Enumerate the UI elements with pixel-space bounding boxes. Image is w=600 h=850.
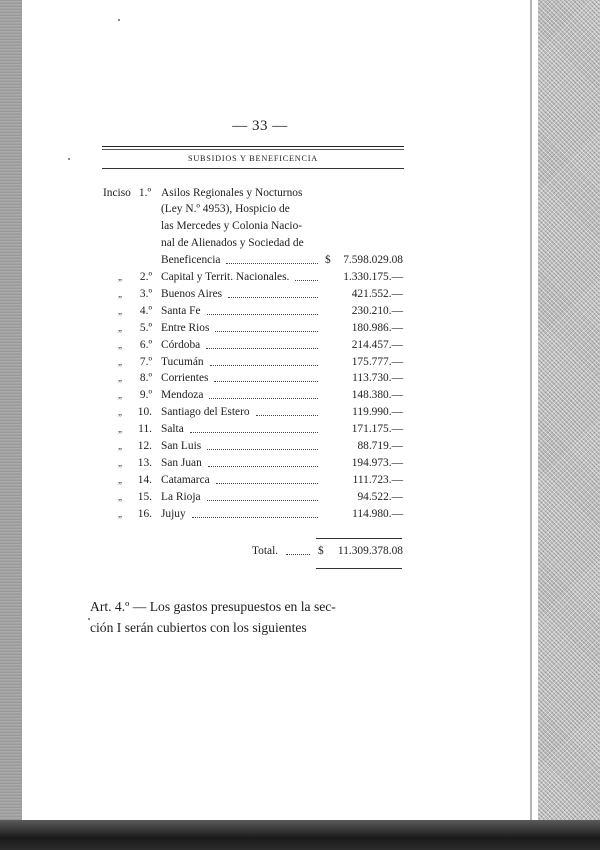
table-row bbox=[0, 506, 600, 523]
table-row bbox=[0, 286, 600, 303]
inciso-number: 2.º bbox=[139, 271, 152, 283]
row-label: La Rioja bbox=[161, 490, 201, 503]
row-description-line: Asilos Regionales y Nocturnos bbox=[161, 187, 303, 199]
row-label: Córdoba bbox=[161, 338, 201, 351]
dot-leader bbox=[208, 466, 318, 467]
inciso-number: 8.º bbox=[139, 372, 152, 385]
row-amount: 148.380.— bbox=[351, 389, 403, 402]
header-rule bbox=[102, 146, 404, 147]
dot-leader bbox=[206, 348, 318, 349]
dot-leader bbox=[228, 297, 318, 298]
header-rule-thin bbox=[102, 149, 404, 150]
row-label: Capital y Territ. Nacionales. bbox=[161, 271, 290, 283]
row-description-line: nal de Alienados y Sociedad de bbox=[161, 237, 304, 249]
table-row-first bbox=[0, 185, 600, 202]
row-amount: 88.719.— bbox=[357, 440, 403, 452]
sum-rule bbox=[316, 538, 402, 539]
dot-leader bbox=[226, 263, 318, 264]
dot-leader bbox=[207, 314, 318, 315]
dot-leader bbox=[286, 554, 310, 555]
table-row bbox=[0, 370, 600, 387]
row-description-line: (Ley N.º 4953), Hospicio de bbox=[161, 203, 290, 215]
dot-leader bbox=[190, 432, 318, 433]
row-amount: 111.723.— bbox=[352, 473, 403, 486]
ditto-mark: „ bbox=[118, 373, 122, 384]
page-number: — 33 — bbox=[232, 118, 288, 134]
ditto-mark: „ bbox=[118, 356, 122, 367]
row-amount: 175.777.— bbox=[351, 355, 403, 368]
ditto-mark: „ bbox=[118, 305, 122, 316]
table-row bbox=[0, 387, 600, 404]
section-header: SUBSIDIOS Y BENEFICENCIA bbox=[187, 154, 319, 163]
article-line-2: ción I serán cubiertos con los siguientes bbox=[90, 620, 307, 635]
dot-leader bbox=[210, 365, 318, 366]
total-amount: 11.309.378.08 bbox=[337, 545, 403, 557]
row-label: Tucumán bbox=[161, 355, 204, 368]
dot-leader bbox=[295, 280, 318, 281]
section-rule bbox=[102, 168, 404, 169]
dot-leader bbox=[209, 398, 318, 399]
ditto-mark: „ bbox=[118, 491, 122, 502]
ditto-mark: „ bbox=[118, 457, 122, 468]
row-amount: 171.175.— bbox=[351, 423, 403, 436]
dot-leader bbox=[216, 483, 318, 484]
inciso-number: 13. bbox=[137, 456, 152, 469]
table-row bbox=[0, 421, 600, 438]
inciso-number: 11. bbox=[138, 423, 152, 436]
inciso-number: 6.º bbox=[139, 338, 152, 351]
row-label: Santiago del Estero bbox=[161, 406, 250, 419]
table-row bbox=[0, 438, 600, 455]
total-label: Total. bbox=[252, 545, 279, 557]
inciso-number: 5.º bbox=[139, 321, 152, 334]
row-label: Jujuy bbox=[161, 507, 186, 520]
ditto-mark: „ bbox=[118, 424, 122, 435]
ditto-mark: „ bbox=[118, 288, 122, 299]
row-amount: 1.330.175.— bbox=[343, 271, 403, 283]
row-label: San Juan bbox=[161, 456, 202, 469]
dot-leader bbox=[256, 415, 318, 416]
row-label: Catamarca bbox=[161, 473, 210, 486]
article-line-1: Art. 4.º — Los gastos presupuestos en la sec- bbox=[90, 599, 336, 614]
dot-leader bbox=[192, 517, 318, 518]
table-row bbox=[0, 472, 600, 489]
row-label: Salta bbox=[161, 423, 184, 436]
inciso-number: 14. bbox=[137, 473, 152, 486]
row-label: Entre Rios bbox=[161, 321, 210, 334]
inciso-number: 16. bbox=[137, 507, 152, 520]
inciso-label: Inciso bbox=[103, 187, 131, 199]
row-amount: 230.210.— bbox=[351, 304, 403, 317]
dot-leader bbox=[214, 381, 318, 382]
row-amount: 180.986.— bbox=[351, 321, 403, 334]
table-row bbox=[0, 354, 600, 371]
ditto-mark: „ bbox=[118, 322, 122, 333]
table-row bbox=[0, 337, 600, 354]
row-label: Buenos Aires bbox=[161, 287, 223, 300]
ditto-mark: „ bbox=[118, 441, 122, 451]
inciso-number: 1.º bbox=[138, 187, 151, 199]
inciso-number: 4.º bbox=[139, 304, 152, 317]
scan-edge-bottom bbox=[0, 820, 600, 850]
row-label: San Luis bbox=[161, 440, 202, 452]
row-label: Mendoza bbox=[161, 389, 204, 402]
row-amount: 114.980.— bbox=[352, 507, 403, 520]
table-row bbox=[0, 303, 600, 320]
table-row-first-end bbox=[0, 252, 600, 269]
currency-sign: $ bbox=[325, 254, 331, 266]
dot-leader bbox=[207, 500, 318, 501]
ditto-mark: „ bbox=[118, 474, 122, 485]
ditto-mark: „ bbox=[118, 508, 122, 519]
inciso-number: 15. bbox=[137, 490, 152, 503]
row-amount: 94.522.— bbox=[357, 490, 403, 503]
ditto-mark: „ bbox=[118, 390, 122, 401]
row-description-line: Beneficencia bbox=[161, 254, 221, 266]
row-amount: 113.730.— bbox=[352, 372, 403, 385]
ditto-mark: „ bbox=[118, 407, 122, 418]
row-amount: 214.457.— bbox=[351, 338, 403, 351]
inciso-number: 9.º bbox=[139, 389, 152, 402]
table-row bbox=[0, 320, 600, 337]
inciso-number: 7.º bbox=[139, 355, 152, 368]
sum-rule-bottom bbox=[316, 568, 402, 569]
row-amount: 194.973.— bbox=[351, 456, 403, 469]
currency-sign: $ bbox=[318, 545, 324, 557]
dot-leader bbox=[215, 331, 318, 332]
ditto-mark: „ bbox=[118, 272, 122, 282]
inciso-number: 3.º bbox=[139, 287, 152, 300]
row-label: Corrientes bbox=[161, 372, 209, 385]
row-label: Santa Fe bbox=[161, 304, 201, 317]
speck bbox=[68, 158, 70, 160]
dot-leader bbox=[207, 449, 318, 450]
inciso-number: 10. bbox=[137, 406, 152, 419]
total-row bbox=[0, 543, 600, 560]
table-row bbox=[0, 269, 600, 286]
row-amount: 119.990.— bbox=[352, 406, 403, 419]
table-row bbox=[0, 455, 600, 472]
row-amount: 7.598.029.08 bbox=[343, 254, 403, 266]
row-amount: 421.552.— bbox=[351, 287, 403, 300]
table-row bbox=[0, 404, 600, 421]
speck bbox=[118, 19, 120, 21]
row-description-line: las Mercedes y Colonia Nacio- bbox=[161, 220, 303, 232]
inciso-number: 12. bbox=[137, 440, 152, 452]
ditto-mark: „ bbox=[118, 339, 122, 350]
table-row bbox=[0, 489, 600, 506]
